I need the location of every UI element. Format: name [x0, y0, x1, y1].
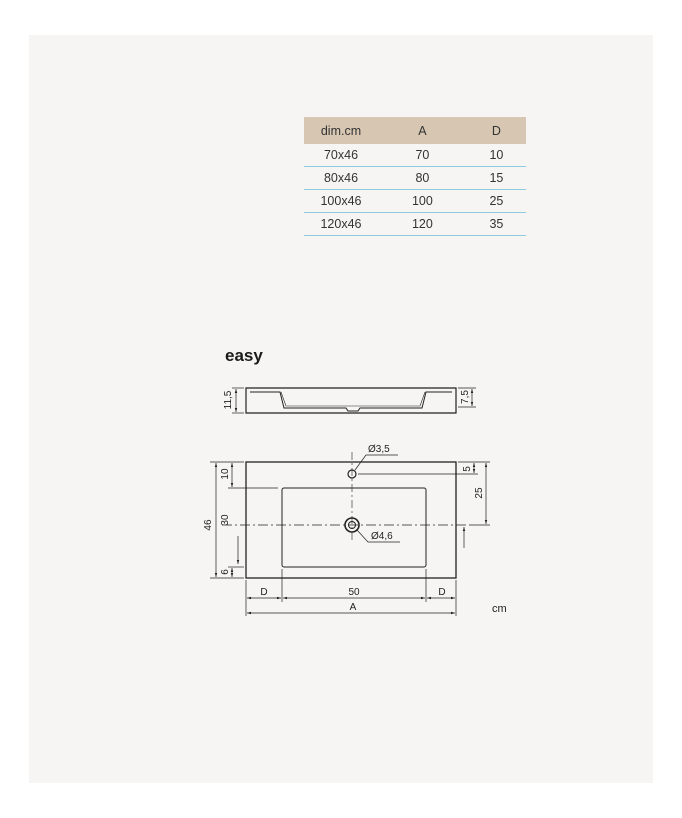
cell-a: 80 [378, 167, 467, 190]
top-margin-label: 10 [220, 468, 231, 480]
edge-right-label: D [438, 587, 446, 598]
cell-dim: 120x46 [304, 213, 378, 236]
bowl-width-label: 50 [348, 587, 360, 598]
side-height-label: 11,5 [223, 390, 234, 410]
total-width-label: A [349, 602, 357, 613]
tap-offset-label: 5 [462, 466, 473, 472]
cell-d: 25 [467, 190, 526, 213]
cell-dim: 70x46 [304, 144, 378, 167]
header-d: D [467, 117, 526, 144]
model-name: easy [225, 346, 263, 365]
axis-offset-label: 25 [474, 487, 485, 499]
unit-label: cm [492, 603, 507, 615]
bowl-length-label: 30 [220, 514, 231, 526]
total-depth-label: 46 [203, 519, 214, 531]
drain-hole-label: Ø4,6 [371, 531, 393, 542]
cell-d: 10 [467, 144, 526, 167]
header-a: A [378, 117, 467, 144]
edge-left-label: D [260, 587, 268, 598]
cell-a: 70 [378, 144, 467, 167]
cell-dim: 100x46 [304, 190, 378, 213]
tap-hole-label: Ø3,5 [368, 444, 390, 455]
cell-a: 120 [378, 213, 467, 236]
side-view [246, 388, 456, 413]
cell-d: 15 [467, 167, 526, 190]
top-view [222, 452, 470, 578]
cell-a: 100 [378, 190, 467, 213]
cell-dim: 80x46 [304, 167, 378, 190]
side-depth-label: 7,5 [460, 390, 471, 404]
bottom-margin-label: 6 [220, 569, 231, 575]
header-dim: dim.cm [304, 117, 378, 144]
cell-d: 35 [467, 213, 526, 236]
